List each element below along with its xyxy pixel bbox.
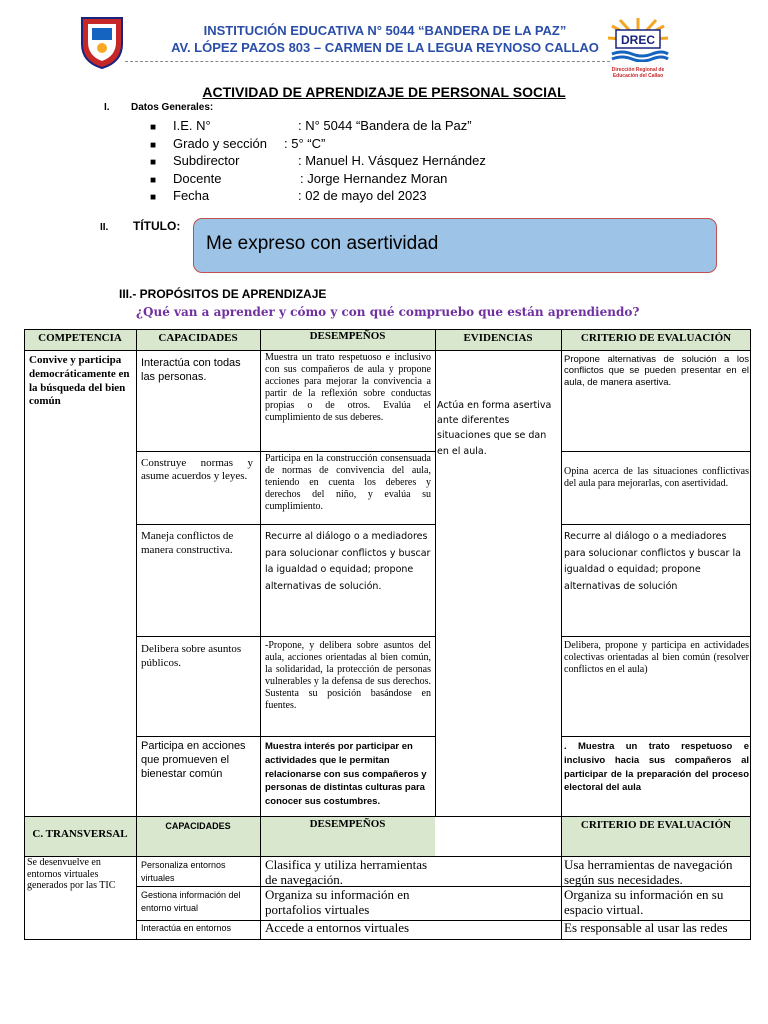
transversal-crit-header: CRITERIO DE EVALUACIÓN [580, 819, 732, 831]
capacidad-text: Interactúa en entornos [141, 923, 232, 933]
desempeno-text: -Propone, y delibera sobre asuntos del aula, acciones orientadas al bien común, la solidaridad, la protección de personas vulnerables y la defensa de sus derechos. Sustenta su posición basándose en fuentes. [265, 640, 431, 711]
datos-row [150, 188, 427, 203]
school-crest-logo [78, 14, 126, 70]
datos-key: I.E. N° [173, 118, 211, 133]
header-criterio: CRITERIO DE EVALUACIÓN [580, 332, 732, 344]
capacidad-text: Construye normas y asume acuerdos y leyes. [141, 457, 253, 483]
capacidad-text: Participa en acciones que promueven el bienestar común [141, 740, 246, 780]
criterio-text: Usa herramientas de navegación según sus necesidades. [564, 858, 733, 887]
criterio-text: Es responsable al usar las redes [564, 921, 728, 935]
drec-caption: Dirección Regional de Educación del Callao [611, 67, 665, 79]
datos-key: Docente [173, 171, 222, 186]
propositos-question: ¿Qué van a aprender y cómo y con qué compruebo que están aprendiendo? [136, 305, 640, 319]
datos-key: Grado y sección [173, 136, 267, 151]
drec-logo [606, 18, 670, 79]
header-line-1: INSTITUCIÓN EDUCATIVA N° 5044 “BANDERA DE LA PAZ” [203, 23, 567, 38]
header-desempenos: DESEMPEÑOS [309, 330, 386, 342]
titulo-label: TÍTULO: [133, 219, 181, 233]
bullet-icon: ■ [150, 122, 157, 133]
propositos-heading: III.- PROPÓSITOS DE APRENDIZAJE [119, 287, 327, 301]
desempeno-text: Muestra un trato respetuoso e inclusivo con sus compañeros de aula y propone acciones para mejorar la convivencia a partir de la reflexión sobre conductas propias o de otros. Evalúa el cumplimiento de sus deberes. [265, 352, 431, 423]
activity-title: Me expreso con asertividad [206, 233, 439, 254]
datos-value: : N° 5044 “Bandera de la Paz” [298, 118, 472, 133]
desempeno-text: Participa en la construcción consensuada de normas de convivencia del aula, teniendo en cuenta los deberes y derechos del niño, y evalúa su cumplimiento. [265, 453, 431, 512]
transversal-cap-header: CAPACIDADES [165, 821, 231, 831]
capacidad-text: Gestiona información del entorno virtual [141, 890, 241, 913]
svg-text:DREC: DREC [620, 33, 656, 47]
evidencia-text: Actúa en forma asertiva ante diferentes situaciones que se dan en el aula. [437, 400, 552, 457]
bullet-icon: ■ [150, 140, 157, 151]
capacidad-text: Delibera sobre asuntos públicos. [141, 643, 242, 669]
page-title: ACTIVIDAD DE APRENDIZAJE DE PERSONAL SOCIAL [202, 84, 566, 100]
datos-value: : 5° “C” [284, 136, 326, 151]
competencia-text: Convive y participa democráticamente en la búsqueda del bien común [29, 354, 130, 408]
datos-row [150, 136, 326, 151]
capacidad-text: Interactúa con todas las personas. [141, 357, 241, 383]
datos-row [150, 118, 472, 133]
bullet-icon: ■ [150, 157, 157, 168]
datos-value: : Jorge Hernandez Moran [300, 171, 448, 186]
criterio-text: Propone alternativas de solución a los conflictos que se pueden presentar en el aula, de manera asertiva. [564, 354, 749, 388]
datos-generales-label: Datos Generales: [131, 102, 214, 113]
header-line-2: AV. LÓPEZ PAZOS 803 – CARMEN DE LA LEGUA REYNOSO CALLAO [171, 40, 599, 55]
transversal-des-header: DESEMPEÑOS [309, 818, 386, 830]
desempeno-text: Clasifica y utiliza herramientas de navegación. [265, 858, 428, 887]
datos-row [150, 171, 448, 186]
datos-key: Fecha [173, 188, 210, 203]
criterio-text: Recurre al diálogo o a mediadores para solucionar conflictos y buscar la igualdad o equidad; propone alternativas de solución [564, 531, 741, 592]
transversal-label: C. TRANSVERSAL [32, 828, 128, 840]
bullet-icon: ■ [150, 192, 157, 203]
datos-key: Subdirector [173, 153, 240, 168]
datos-value: : 02 de mayo del 2023 [298, 188, 427, 203]
transversal-competencia: Se desenvuelve en entornos virtuales generados por las TIC [27, 857, 116, 891]
bullet-icon: ■ [150, 175, 157, 186]
capacidad-text: Maneja conflictos de manera constructiva. [141, 530, 234, 556]
datos-value: : Manuel H. Vásquez Hernández [298, 153, 486, 168]
criterio-text: Delibera, propone y participa en actividades colectivas orientadas al bien común (resolver conflictos en el aula) [564, 640, 749, 675]
propositos-table [24, 329, 751, 940]
section-number-2: II. [100, 222, 109, 233]
header-divider [125, 61, 610, 62]
desempeno-text: Recurre al diálogo o a mediadores para solucionar conflictos y buscar la igualdad o equidad; propone alternativas de solución. [265, 531, 431, 592]
sun-icon [606, 18, 670, 62]
capacidad-text: Personaliza entornos virtuales [141, 860, 226, 883]
criterio-text: Organiza su información en su espacio virtual. [564, 888, 724, 917]
section-number-1: I. [104, 102, 110, 113]
header-competencia: COMPETENCIA [38, 332, 122, 344]
criterio-text: Opina acerca de las situaciones conflictivas del aula para mejorarlas, con asertividad. [564, 466, 749, 489]
criterio-text: . Muestra un trato respetuoso e inclusivo hacia sus compañeros al participar de la preparación del proceso electoral del aula [564, 741, 749, 794]
desempeno-text: Accede a entornos virtuales [265, 921, 410, 935]
datos-row [150, 153, 486, 168]
desempeno-text: Organiza su información en portafolios virtuales [265, 888, 410, 917]
header-capacidades: CAPACIDADES [158, 332, 238, 344]
header-evidencias: EVIDENCIAS [463, 332, 533, 344]
desempeno-text: Muestra interés por participar en actividades que le permitan relacionarse con sus compañeros y personas de distintas culturas para conocer sus costumbres. [265, 741, 427, 808]
